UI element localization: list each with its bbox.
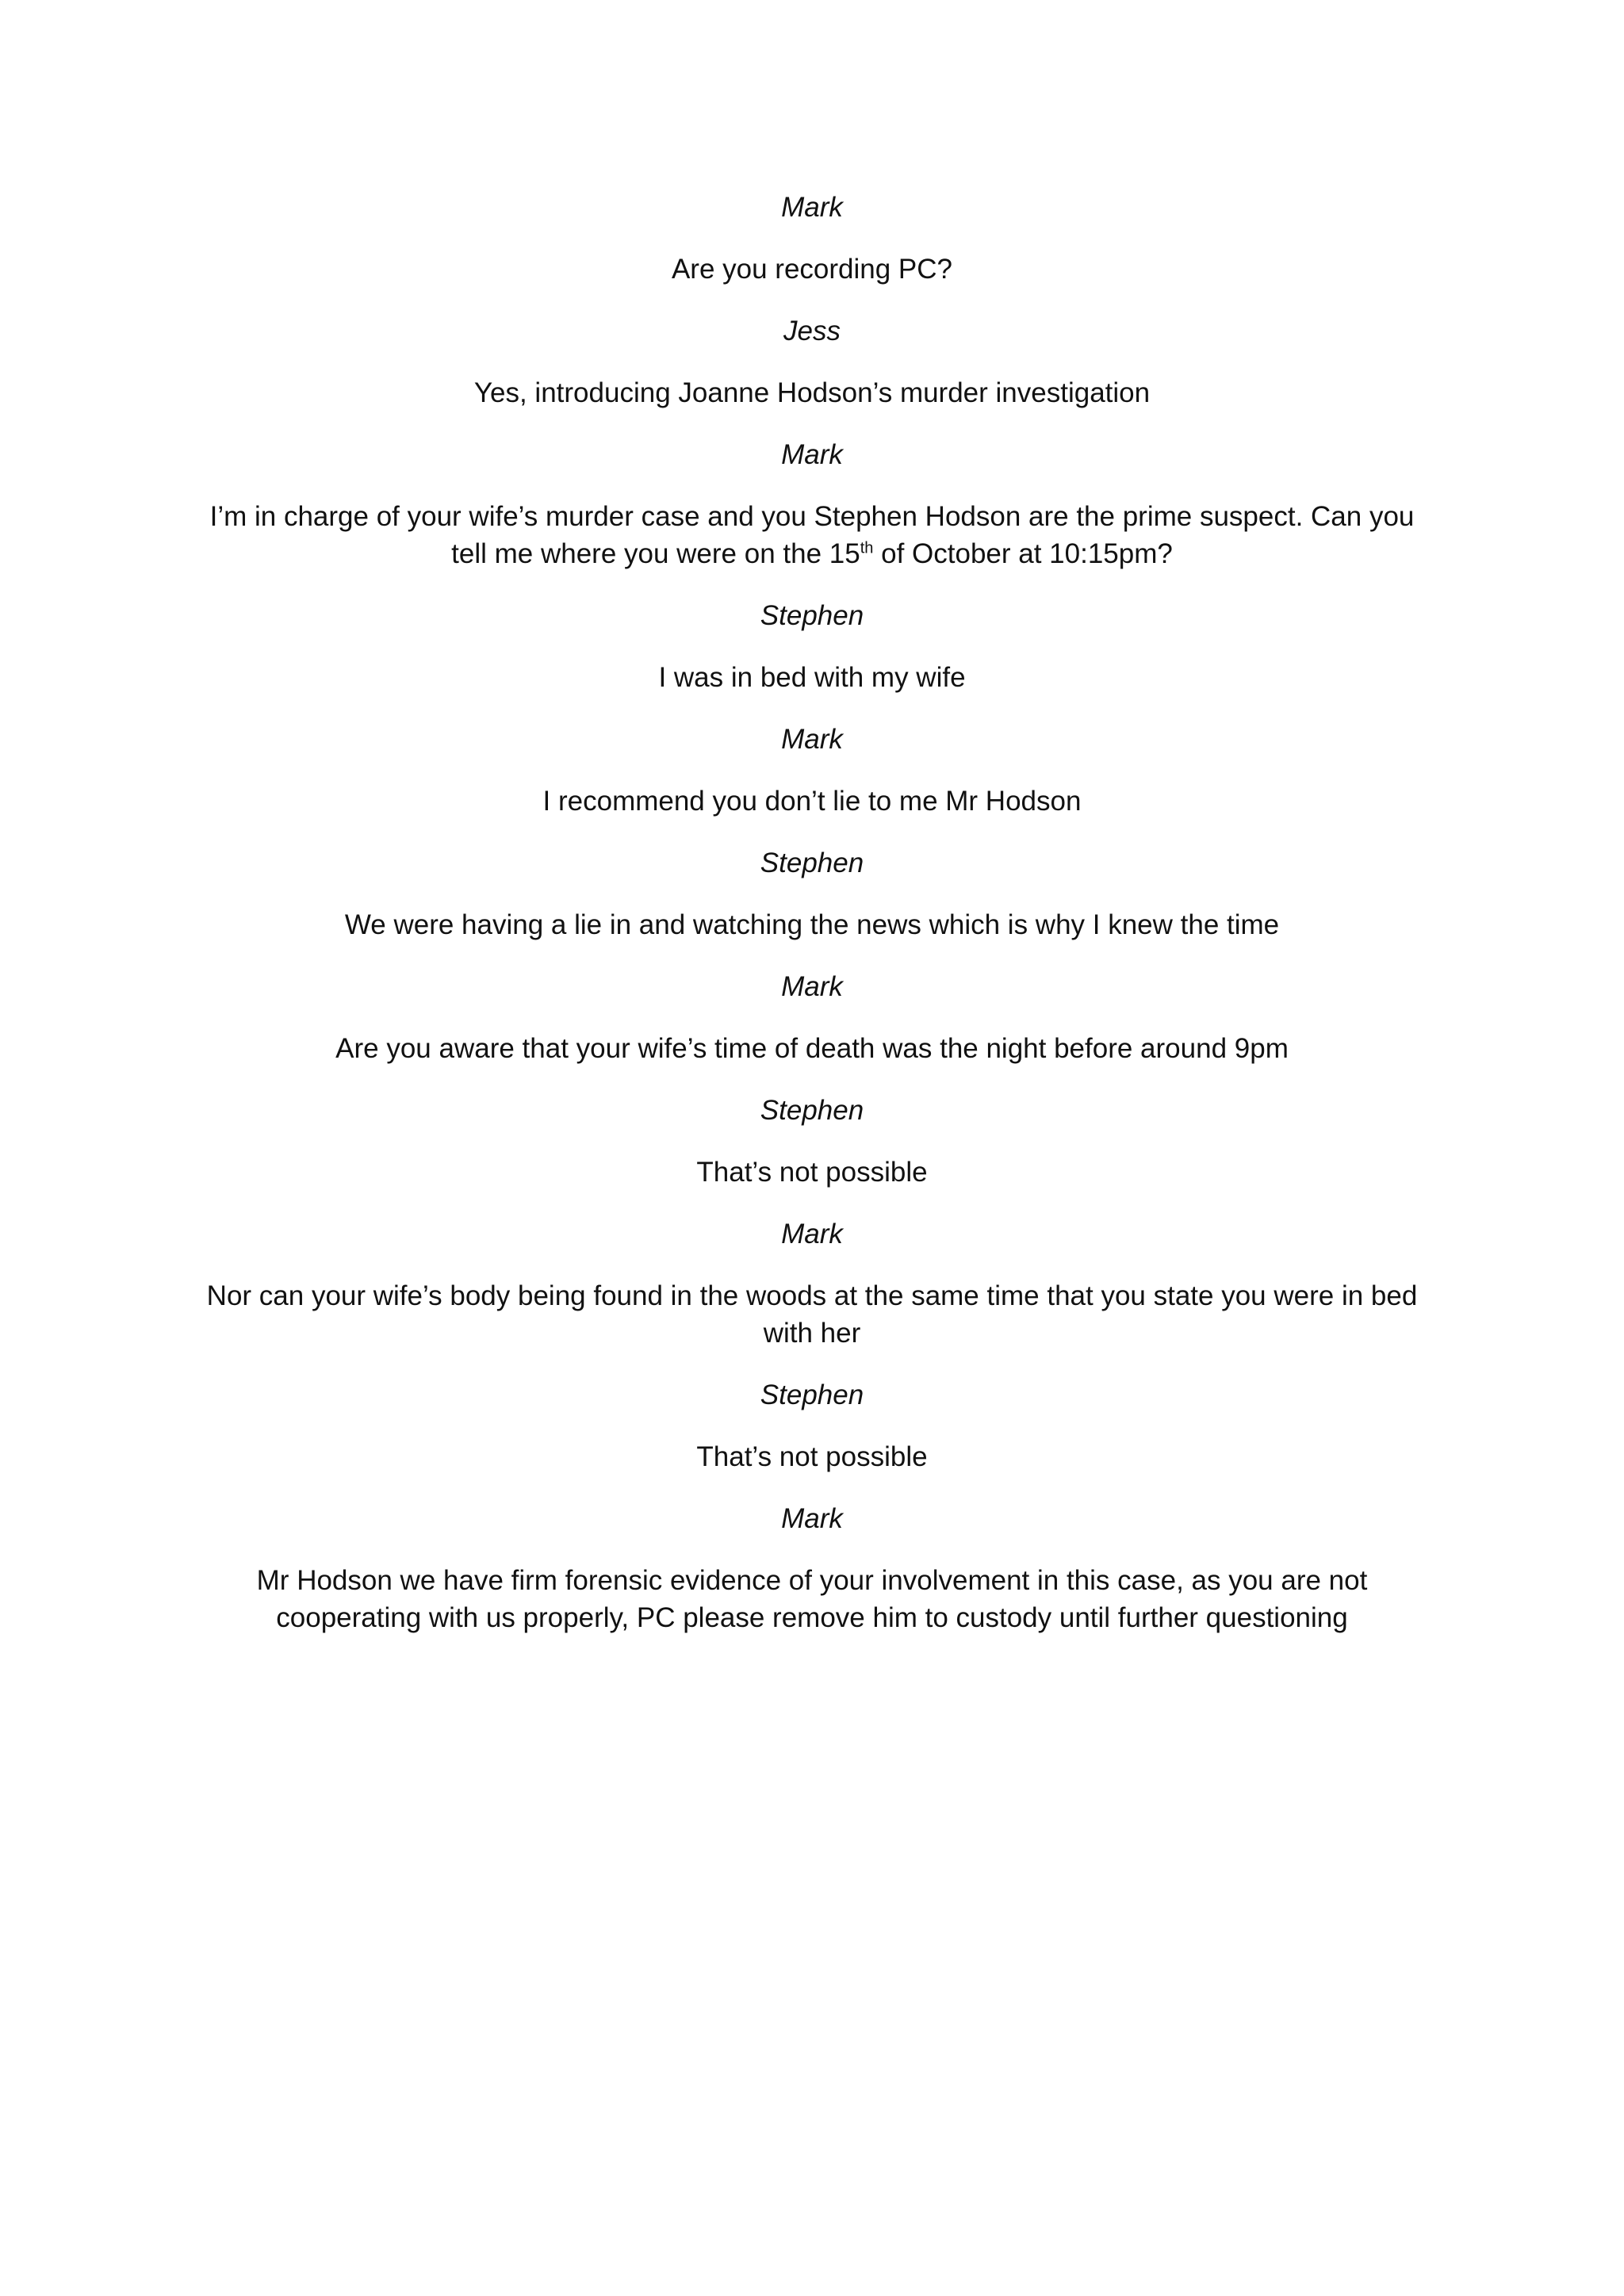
dialogue-line: Nor can your wife’s body being found in the woods at the same time that you state you were in bed with her bbox=[206, 1280, 1418, 1349]
speaker-name: Jess bbox=[783, 316, 841, 346]
dialogue-line bbox=[190, 498, 1434, 572]
speaker-name: Mark bbox=[781, 971, 843, 1002]
dialogue-line: I was in bed with my wife bbox=[658, 662, 966, 693]
speaker-name: Mark bbox=[781, 192, 843, 223]
speaker-name: Stephen bbox=[760, 848, 864, 878]
dialogue-line-text: I’m in charge of your wife’s murder case and you Stephen Hodson are the prime suspect. Can you tell me where you were on the 15 bbox=[209, 501, 1415, 569]
speaker-name: Stephen bbox=[760, 600, 864, 631]
dialogue-line: We were having a lie in and watching the news which is why I knew the time bbox=[344, 909, 1280, 940]
speaker-name: Mark bbox=[781, 1219, 843, 1249]
dialogue-line: Are you aware that your wife’s time of death was the night before around 9pm bbox=[335, 1033, 1289, 1064]
dialogue-line: That’s not possible bbox=[696, 1441, 928, 1472]
speaker-name: Stephen bbox=[760, 1380, 864, 1410]
speaker-name: Stephen bbox=[760, 1095, 864, 1126]
dialogue-line: Mr Hodson we have firm forensic evidence of your involvement in this case, as you are not cooperating with us properly, PC please remove him to custody until further questioning bbox=[256, 1565, 1368, 1633]
ordinal-suffix: th bbox=[860, 539, 874, 557]
dialogue-line: I recommend you don’t lie to me Mr Hodson bbox=[542, 786, 1082, 817]
speaker-name: Mark bbox=[781, 1503, 843, 1534]
speaker-name: Mark bbox=[781, 724, 843, 755]
speaker-name: Mark bbox=[781, 439, 843, 470]
dialogue-line: That’s not possible bbox=[696, 1157, 928, 1188]
dialogue-line: Yes, introducing Joanne Hodson’s murder investigation bbox=[473, 377, 1151, 408]
dialogue-line-text: of October at 10:15pm? bbox=[873, 538, 1173, 569]
dialogue-line: Are you recording PC? bbox=[671, 254, 953, 285]
script-body bbox=[190, 189, 1434, 1661]
